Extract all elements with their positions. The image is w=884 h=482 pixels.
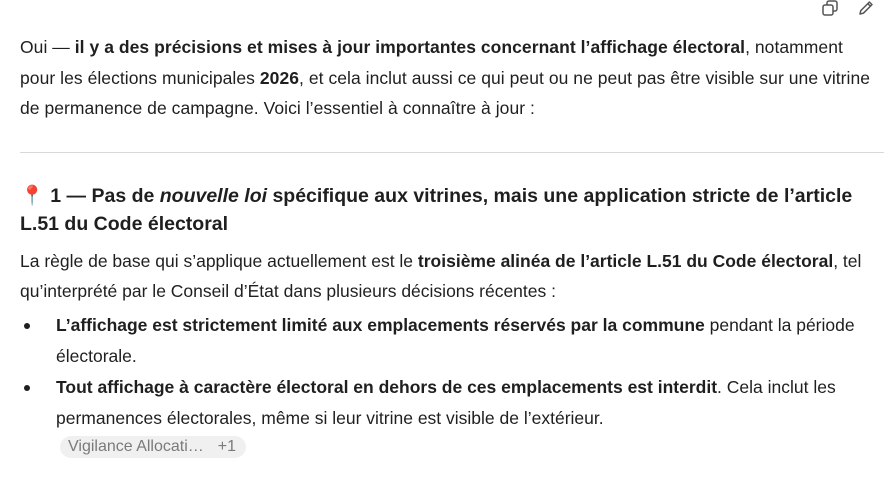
list-item xyxy=(20,310,880,372)
section-heading xyxy=(20,182,880,238)
pin-icon: 📍 xyxy=(20,184,45,207)
message-actions xyxy=(820,0,876,18)
intro-bold: il y a des précisions et mises à jour importantes concernant l’affichage électoral xyxy=(74,37,746,57)
intro-year: 2026 xyxy=(259,67,300,88)
paragraph-text: La règle de base qui s’applique actuellement est le xyxy=(20,250,418,271)
intro-text: Oui — xyxy=(20,37,75,57)
heading-italic: nouvelle loi xyxy=(159,184,268,207)
message-content xyxy=(20,32,880,458)
list-item-text: pendant la période électorale. xyxy=(56,314,855,366)
list-item-bold: Tout affichage à caractère électoral en dehors de ces emplacements est interdit xyxy=(56,376,718,397)
source-chip-count: +1 xyxy=(217,437,237,455)
heading-text: spécifique aux vitrines, mais une application stricte de l’article L.51 du Code électoral xyxy=(20,184,853,235)
paragraph-bold: troisième alinéa de l’article L.51 du Code électoral xyxy=(417,250,834,271)
pencil-icon[interactable] xyxy=(856,0,876,18)
bullet-list xyxy=(20,310,880,434)
section-paragraph xyxy=(20,246,880,306)
list-item xyxy=(20,372,880,434)
list-item-text: . Cela inclut les permanences électorales, même si leur vitrine est visible de l’extérieur. xyxy=(56,376,836,428)
divider xyxy=(20,152,884,153)
intro-text: , notamment pour les élections municipales xyxy=(20,37,843,88)
intro-paragraph xyxy=(20,32,880,124)
heading-text: 1 — Pas de xyxy=(50,184,160,207)
copy-icon[interactable] xyxy=(820,0,840,18)
source-chip-label: Vigilance Allocati… xyxy=(68,437,204,455)
source-chip[interactable] xyxy=(60,436,246,458)
source-chips xyxy=(60,436,880,458)
intro-text: , et cela inclut aussi ce qui peut ou ne peut pas être visible sur une vitrine de permanence de campagne. Voici l’essentiel à connaître à jour : xyxy=(20,67,871,118)
list-item-bold: L’affichage est strictement limité aux emplacements réservés par la commune xyxy=(56,314,705,335)
paragraph-text: , tel qu’interprété par le Conseil d’État dans plusieurs décisions récentes : xyxy=(20,250,862,301)
